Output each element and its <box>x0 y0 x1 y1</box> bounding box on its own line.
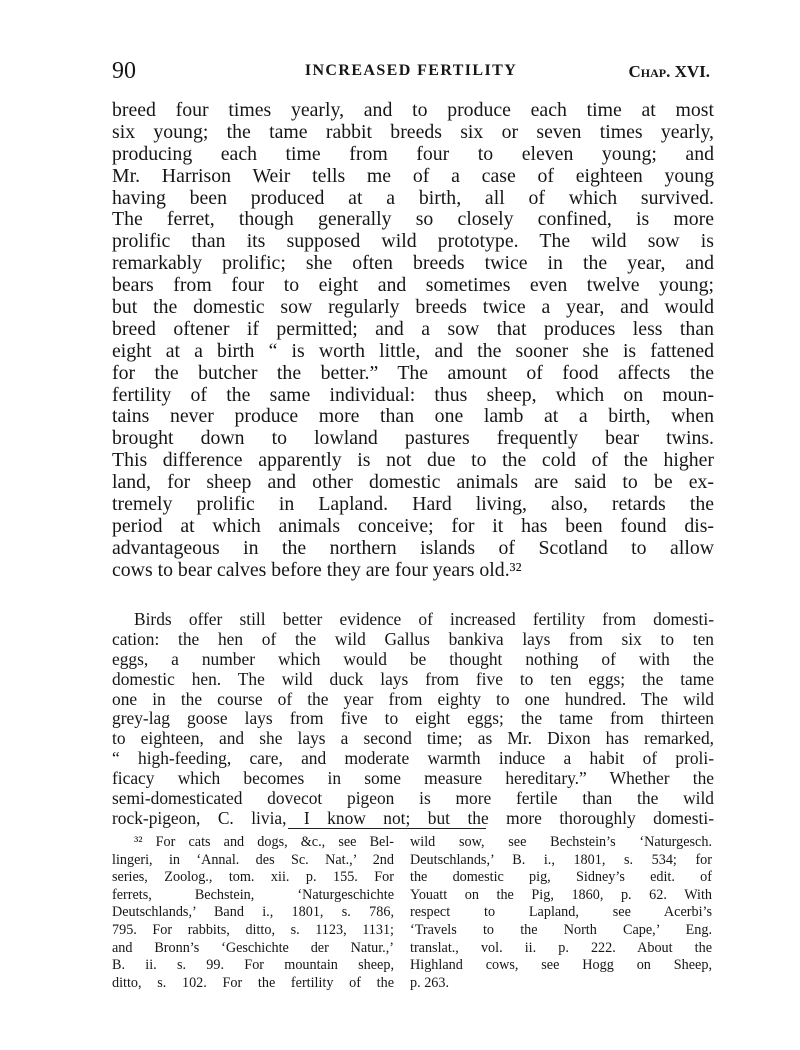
text-line: to eighteen, and she lays a second time; as Mr. Dixon has remarked, <box>112 728 714 749</box>
text-line: eggs, a number which would be thought nothing of with the <box>112 648 714 669</box>
text-line: The ferret, though generally so closely confined, is more <box>112 208 714 231</box>
footnote-line: 795. For rabbits, ditto, s. 1123, 1131; <box>112 921 394 938</box>
text-line: remarkably prolific; she often breeds twice in the year, and <box>112 252 714 275</box>
text-line: tremely prolific in Lapland. Hard living, also, retards the <box>112 493 714 516</box>
running-title: INCREASED FERTILITY <box>304 62 518 79</box>
text-line: period at which animals conceive; for it has been found dis- <box>112 514 714 537</box>
footnote-line: series, Zoolog., tom. xii. p. 155. For <box>112 869 394 886</box>
text-line: tains never produce more than one lamb at a birth, when <box>112 405 714 428</box>
text-line: Mr. Harrison Weir tells me of a case of eighteen young <box>112 164 714 187</box>
running-header <box>112 58 710 88</box>
text-line: ficacy which becomes in some measure hereditary.” Whether the <box>112 768 714 789</box>
footnote-divider <box>288 828 486 829</box>
chapter-label: Chap. XVI. <box>628 62 710 81</box>
text-line: one in the course of the year from eighty to one hundred. The wild <box>112 688 714 709</box>
text-line: advantageous in the northern islands of Scotland to allow <box>112 536 714 559</box>
footnote-line: ditto, s. 102. For the fertility of the <box>112 974 394 991</box>
paragraph-birds <box>112 610 714 829</box>
page-number: 90 <box>112 58 136 84</box>
footnote-line: p. 263. <box>410 974 450 991</box>
text-line: cation: the hen of the wild Gallus bankiva lays from six to ten <box>112 628 714 649</box>
footnote-line: translat., vol. ii. p. 222. About the <box>410 939 712 956</box>
footnote-line: Youatt on the Pig, 1860, p. 62. With <box>410 886 712 903</box>
text-line: eight at a birth “ is worth little, and the sooner she is fattened <box>112 339 714 362</box>
text-line: “ high-feeding, care, and moderate warmth induce a habit of proli- <box>112 748 714 769</box>
footnote-line: wild sow, see Bechstein’s ‘Naturgesch. <box>410 834 712 850</box>
footnote-right-column <box>410 834 712 992</box>
text-line: semi-domesticated dovecot pigeon is more fertile than the wild <box>112 788 714 809</box>
footnote-line: Highland cows, see Hogg on Sheep, <box>410 957 712 974</box>
footnote-line: ‘Travels to the North Cape,’ Eng. <box>410 921 712 938</box>
footnote-line: ferrets, Bechstein, ‘Naturgeschichte <box>112 886 394 903</box>
footnote-line: lingeri, in ‘Annal. des Sc. Nat.,’ 2nd <box>112 851 394 868</box>
text-line: brought down to lowland pastures frequently bear twins. <box>112 427 714 450</box>
text-line: This difference apparently is not due to the cold of the higher <box>112 449 714 472</box>
text-line: for the butcher the better.” The amount of food affects the <box>112 361 714 384</box>
footnote-line: Deutschlands,’ Band i., 1801, s. 786, <box>112 904 394 921</box>
footnote-line: ³² For cats and dogs, &c., see Bel- <box>134 834 394 850</box>
text-line: but the domestic sow regularly breeds twice a year, and would <box>112 296 714 319</box>
text-line: six young; the tame rabbit breeds six or seven times yearly, <box>112 120 714 143</box>
text-line: grey-lag goose lays from five to eight eggs; the tame from thirteen <box>112 708 714 729</box>
footnote-line: and Bronn’s ‘Geschichte der Natur.,’ <box>112 939 394 956</box>
footnote-line: respect to Lapland, see Acerbi’s <box>410 904 712 921</box>
text-line: breed four times yearly, and to produce each time at most <box>112 99 714 121</box>
text-line: domestic hen. The wild duck lays from five to ten eggs; the tame <box>112 668 714 689</box>
paragraph-main <box>112 100 714 582</box>
text-line: rock-pigeon, C. livia, I know not; but the more thoroughly domesti- <box>112 807 714 828</box>
text-line: Birds offer still better evidence of increased fertility from domesti- <box>134 609 714 629</box>
footnote-line: Deutschlands,’ B. i., 1801, s. 534; for <box>410 851 712 868</box>
text-line: having been produced at a birth, all of which survived. <box>112 186 714 209</box>
text-line: producing each time from four to eleven young; and <box>112 142 714 165</box>
text-line: cows to bear calves before they are four years old.³² <box>112 558 522 581</box>
text-line: prolific than its supposed wild prototype. The wild sow is <box>112 230 714 253</box>
text-line: bears from four to eight and sometimes even twelve young; <box>112 274 714 297</box>
footnote-line: the domestic pig, Sidney’s edit. of <box>410 869 712 886</box>
text-line: land, for sheep and other domestic animals are said to be ex- <box>112 471 714 494</box>
footnote-left-column <box>112 834 394 992</box>
text-line: fertility of the same individual: thus sheep, which on moun- <box>112 383 714 406</box>
text-line: breed oftener if permitted; and a sow that produces less than <box>112 317 714 340</box>
footnote-line: B. ii. s. 99. For mountain sheep, <box>112 957 394 974</box>
